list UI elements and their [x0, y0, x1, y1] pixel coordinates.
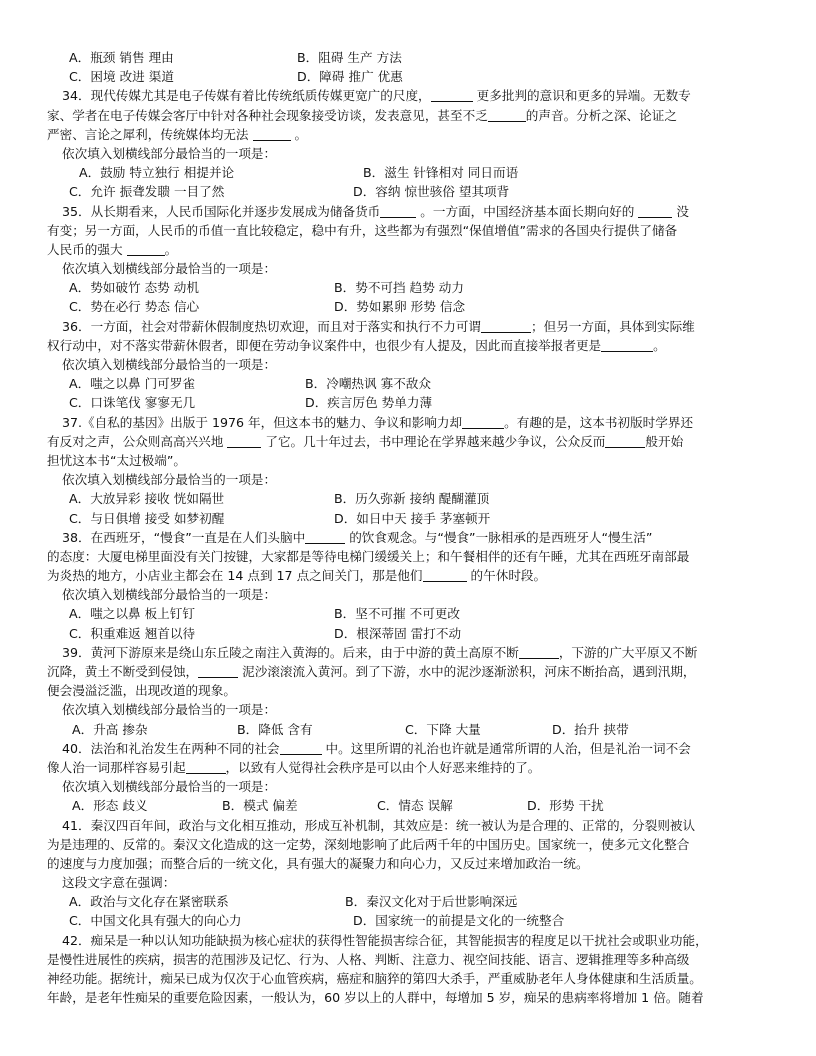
- q35-stem-line2: 有变；另一方面，人民币的币值一直比较稳定，稳中有升，这些都为有强烈“保值增值”需求的各国央行提供了储备: [47, 222, 678, 238]
- q36-stem-line2: 权行动中，对不落实带薪休假者，即便在劳动争议案件中，也很少有人提及，因此而直接举报者更是 。: [47, 337, 666, 353]
- q38-option-a: A．嗤之以鼻 板上钉钉: [69, 606, 195, 622]
- q38-options-row1: [47, 604, 773, 623]
- q35-option-d: D．势如累卵 形势 信念: [334, 299, 466, 315]
- q38-stem-line2: 的态度：大厦电梯里面没有关门按键，大家都是等待电梯门缓缓关上；和午餐相伴的还有午睡，尤其在西班牙南部最: [47, 548, 690, 564]
- q37-prompt: 依次填入划横线部分最恰当的一项是：: [62, 472, 277, 488]
- q42-stem-line2: 是慢性进展性的疾病，损害的范围涉及记忆、行为、人格、判断、注意力、视空间技能、语言、逻辑推理等多种高级: [47, 951, 690, 967]
- q40-stem-line2: 像人治一词那样容易引起 ，以致有人觉得社会秩序是可以由个人好恶来维持的了。: [47, 759, 541, 775]
- q35-options-row2: [47, 297, 773, 316]
- q41-options-row2: [47, 911, 773, 930]
- q38-prompt: 依次填入划横线部分最恰当的一项是：: [62, 587, 277, 603]
- q41-options-row1: [47, 892, 773, 911]
- q37-stem-line1: 37.《自私的基因》出版于 1976 年，但这本书的魅力、争议和影响力却 。有趣的是，这本书初版时学界还: [62, 414, 694, 430]
- q42-stem-line4: 年龄，是老年性痴呆的重要危险因素，一般认为，60 岁以上的人群中，每增加 5 岁，痴呆的患病率将增加 1 倍。随着: [47, 990, 704, 1006]
- q35-prompt: 依次填入划横线部分最恰当的一项是：: [62, 261, 277, 277]
- q34-options-row2: [47, 182, 773, 201]
- q39-stem-line2: 沉降，黄土不断受到侵蚀， 泥沙滚滚流入黄河。到了下游，水中的泥沙逐渐淤积，河床不断抬高，遇到汛期，: [47, 664, 696, 679]
- q39-prompt: 依次填入划横线部分最恰当的一项是：: [62, 702, 277, 718]
- q34-stem-line1: 34．现代传媒尤其是电子传媒有着比传统纸质传媒更宽广的尺度， 更多批判的意识和更多的异端。无数专: [62, 88, 691, 104]
- q39-option-c: C．下降 大量: [405, 721, 481, 737]
- q35-options-row1: [47, 278, 773, 297]
- q36-stem-line1: 36．一方面，社会对带薪休假制度热切欢迎，而且对于落实和执行不力可谓 ；但另一方面，具体到实际维: [62, 318, 695, 334]
- q41-stem-line1: 41．秦汉四百年间，政治与文化相互推动，形成互补机制，其效应是：统一被认为是合理的、正常的，分裂则被认: [62, 817, 696, 833]
- q37-options-row2: [47, 509, 773, 528]
- q40-option-a: A．形态 歧义: [72, 798, 148, 814]
- q34-options-row1: [47, 163, 773, 182]
- q35-option-a: A．势如破竹 态势 动机: [69, 280, 199, 296]
- q42-stem-line3: 神经功能。据统计，痴呆已成为仅次于心血管疾病，癌症和脑猝的第四大杀手，严重威胁老年人身体健康和生活质量。: [47, 971, 702, 986]
- blank: [462, 415, 504, 429]
- q37-stem-line2: 有反对之声，公众则高高兴兴地 了它。几十年过去，书中理论在学界越来越少争议，公众反而 般开始: [47, 433, 684, 449]
- q34-stem-line3: 严密、言论之犀利，传统媒体均无法 。: [47, 126, 308, 142]
- q34-prompt: 依次填入划横线部分最恰当的一项是：: [62, 145, 277, 161]
- q34-option-d: D．容纳 惊世骇俗 望其项背: [353, 184, 510, 200]
- q34-option-b: B．滋生 针锋相对 同日而语: [363, 165, 519, 181]
- q35-stem-line3: 人民币的强大 。: [47, 241, 178, 257]
- q37-stem-line3: 担忧这本书“太过极端”。: [47, 452, 186, 468]
- blank: [186, 760, 226, 774]
- q41-option-b: B．秦汉文化对于后世影响深远: [345, 894, 518, 910]
- blank: [488, 108, 526, 122]
- q40-stem-line1: 40．法治和礼治发生在两种不同的社会 中。这里所谓的礼治也许就是通常所谓的人治，但是礼治一词不会: [62, 740, 691, 756]
- q34-option-c: C．允许 振聋发聩 一目了然: [69, 184, 225, 200]
- q33-options-row2: [47, 67, 773, 86]
- q41-option-c: C．中国文化具有强大的向心力: [69, 913, 242, 929]
- q37-option-c: C．与日俱增 接受 如梦初醒: [69, 510, 225, 526]
- blank: [305, 530, 345, 544]
- q33-options-row1: [47, 48, 773, 67]
- q41-prompt: 这段文字意在强调：: [62, 875, 176, 891]
- q33-option-a: A．瓶颈 销售 理由: [69, 50, 174, 65]
- q39-option-b: B．降低 含有: [237, 721, 313, 737]
- q34-option-a: A．鼓励 特立独行 相提并论: [79, 165, 235, 181]
- blank: [605, 434, 645, 448]
- q33-option-c: C．困境 改进 渠道: [69, 69, 174, 85]
- blank: [380, 204, 416, 218]
- q38-option-d: D．根深蒂固 雷打不动: [334, 625, 462, 641]
- blank: [280, 741, 322, 755]
- q39-stem-line3: 便会漫溢泛滥，出现改道的现象。: [47, 683, 236, 699]
- exam-page: [47, 48, 773, 1007]
- q37-options-row1: [47, 489, 773, 508]
- q36-option-c: C．口诛笔伐 寥寥无几: [69, 395, 196, 411]
- blank: [601, 338, 653, 352]
- q36-options-row1: [47, 374, 773, 393]
- q42-stem-line1: 42．痴呆是一种以认知功能缺损为核心症状的获得性智能损害综合征，其智能损害的程度足以干扰社会或职业功能，: [62, 932, 708, 948]
- q40-option-b: B．模式 偏差: [222, 798, 298, 814]
- q39-option-a: A．升高 掺杂: [72, 721, 148, 737]
- q35-option-c: C．势在必行 势态 信心: [69, 299, 200, 315]
- q41-stem-line3: 的速度与力度加强；而整合后的一统文化，具有强大的凝聚力和向心力，又反过来增加政治一统。: [47, 855, 589, 871]
- blank: [519, 645, 559, 659]
- q37-option-b: B．历久弥新 接纳 醍醐灌顶: [334, 491, 490, 507]
- q33-option-d: D．障碍 推广 优惠: [297, 69, 403, 85]
- q36-option-b: B．冷嘲热讽 寡不敌众: [305, 376, 431, 392]
- q38-option-c: C．积重难返 翘首以待: [69, 625, 196, 641]
- q34-stem-line2: 家、学者在电子传媒会客厅中针对各种社会现象接受访谈，发表意见，甚至不乏 的声音。分析之深、论证之: [47, 107, 677, 123]
- q39-option-d: D．抬升 挟带: [552, 721, 629, 737]
- q35-option-b: B．势不可挡 趋势 动力: [334, 280, 464, 296]
- q41-stem-line2: 为是违理的、反常的。秦汉文化造成的这一定势，深刻地影响了此后两千年的中国历史。国家统一，使多元文化整合: [47, 836, 690, 852]
- q39-stem-line1: 39．黄河下游原来是绕山东丘陵之南注入黄海的。后来，由于中游的黄土高原不断 ，下游的广大平原又不断: [62, 644, 698, 660]
- q40-prompt: 依次填入划横线部分最恰当的一项是：: [62, 779, 277, 795]
- q38-stem-line1: 38．在西班牙，“慢食”一直是在人们头脑中 的饮食观念。与“慢食”一脉相承的是西班牙人“慢生活”: [62, 529, 653, 545]
- q33-option-b: B．阻碍 生产 方法: [297, 50, 402, 65]
- blank: [227, 434, 261, 448]
- q38-option-b: B．坚不可摧 不可更改: [334, 606, 460, 622]
- q41-option-a: A．政治与文化存在紧密联系: [69, 894, 229, 910]
- blank: [198, 664, 238, 678]
- q38-stem-line3: 为炎热的地方，小店业主都会在 14 点到 17 点之间关门，那是他们 的午休时段。: [47, 568, 547, 584]
- q39-options-row: [47, 720, 773, 739]
- blank: [638, 204, 672, 218]
- blank: [423, 568, 467, 582]
- q38-options-row2: [47, 624, 773, 643]
- q40-option-d: D．形势 干扰: [527, 798, 604, 814]
- q37-option-a: A．大放异彩 接收 恍如隔世: [69, 491, 225, 507]
- blank: [431, 88, 473, 102]
- q36-option-d: D．疾言厉色 势单力薄: [305, 395, 433, 411]
- q35-stem-line1: 35．从长期看来，人民币国际化并逐步发展成为储备货币 。一方面，中国经济基本面长期向好的 没: [62, 203, 690, 219]
- blank: [481, 319, 531, 333]
- blank: [253, 127, 291, 141]
- q40-option-c: C．情态 误解: [377, 798, 453, 814]
- q36-prompt: 依次填入划横线部分最恰当的一项是：: [62, 357, 277, 372]
- q41-option-d: D．国家统一的前提是文化的一统整合: [353, 913, 565, 929]
- q37-option-d: D．如日中天 接手 茅塞顿开: [334, 510, 491, 526]
- q36-option-a: A．嗤之以鼻 门可罗雀: [69, 376, 195, 392]
- q40-options-row: [47, 796, 773, 815]
- blank: [127, 242, 165, 256]
- q36-options-row2: [47, 393, 773, 412]
